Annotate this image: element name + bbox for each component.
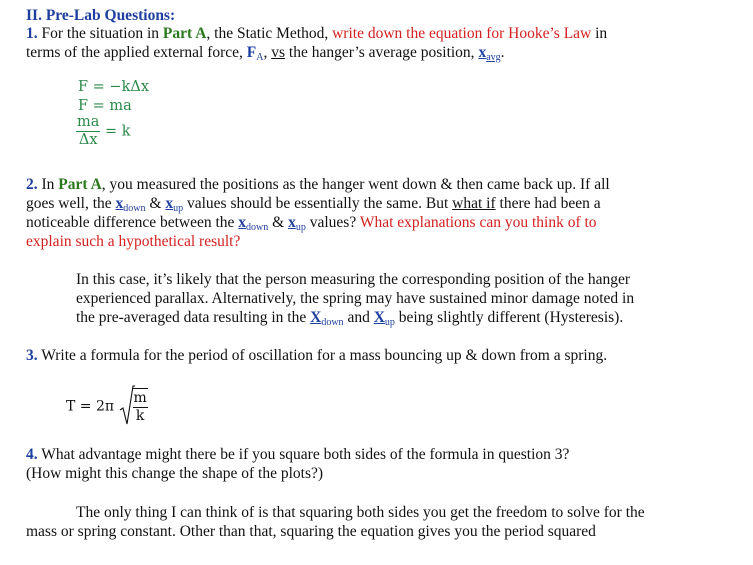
q1-text-6: the hanger’s average position, [288, 44, 475, 61]
question-1-number: 1. [26, 25, 38, 42]
q2-xdown: $x_{down}$ [115, 195, 146, 214]
answer-2-xup: $X_{up}$ [373, 309, 395, 328]
q1-text-4: terms of the applied external force, [26, 44, 243, 61]
spring-constant-equation: $\frac{ma}{\Delta x}$ = k [77, 114, 131, 148]
radical-sign-icon [119, 384, 135, 428]
question-3-number: 3. [26, 347, 38, 364]
q1-text-2: , the Static Method, [206, 25, 329, 42]
question-3-line: 3. Write a formula for the period of oscillation for a mass bouncing up & down from a spring. [26, 347, 608, 364]
section-title: II. Pre-Lab Questions: [26, 7, 176, 24]
question-2-line-1: 2. In Part A, you measured the positions as the hanger went down & then came back up. If all [26, 176, 610, 193]
q1-force-symbol: $F_A$ [246, 44, 264, 63]
q1-vs: vs [271, 44, 286, 61]
question-4-number: 4. [26, 446, 38, 463]
fraction: $\frac{ma}{\Delta x}$ [77, 114, 100, 148]
question-2-line-3: noticeable difference between the $x_{down}$ & $x_{up}$ values? What explanations can you think of to [26, 214, 597, 233]
answer-2-line-2: experienced parallax. Alternatively, the spring may have sustained minor damage noted in [76, 290, 635, 307]
q2-xup: $x_{up}$ [165, 195, 184, 214]
question-4-line-2: (How might this change the shape of the plots?) [26, 465, 324, 482]
square-root: $\frac{m}{k}$ [119, 388, 148, 425]
answer-2-line-1: In this case, it’s likely that the person measuring the corresponding position of the hanger [76, 271, 630, 288]
question-2-number: 2. [26, 176, 38, 193]
q1-x-symbol: $x_{avg}$ [478, 44, 501, 63]
newton-law-equation: F = ma [78, 98, 132, 114]
hookes-law-equation: F = −kΔx [78, 79, 150, 95]
question-4-line-1: 4. What advantage might there be if you square both sides of the formula in question 3? [26, 446, 570, 463]
q1-text-3: in [595, 25, 608, 42]
question-2-line-4: explain such a hypothetical result? [26, 233, 241, 250]
q1-text-1: For the situation in [41, 25, 160, 42]
question-1-line-2: terms of the applied external force, $F_A$, vs the hanger’s average position, $x_{avg}$. [26, 44, 505, 63]
question-1-line-1 [26, 24, 607, 43]
answer-2-xdown: $X_{down}$ [310, 309, 344, 328]
answer-2-line-3: the pre-averaged data resulting in the $X_{down}$ and $X_{up}$ being slightly different (Hysteresis). [76, 309, 624, 328]
q2-part-a: Part A [58, 176, 102, 193]
answer-4-line-1: The only thing I can think of is that squaring both sides you get the freedom to solve for the [76, 504, 645, 521]
q1-part-a: Part A [162, 25, 207, 42]
period-equation: T = 2π $\frac{m}{k}$ [66, 388, 148, 425]
answer-4-line-2: mass or spring constant. Other than that, squaring the equation gives you the period squared [26, 523, 596, 540]
question-2-line-2: goes well, the $x_{down}$ & $x_{up}$ values should be essentially the same. But what if there had been a [26, 195, 601, 214]
q1-red-text: write down the equation for Hooke’s Law [332, 25, 592, 42]
